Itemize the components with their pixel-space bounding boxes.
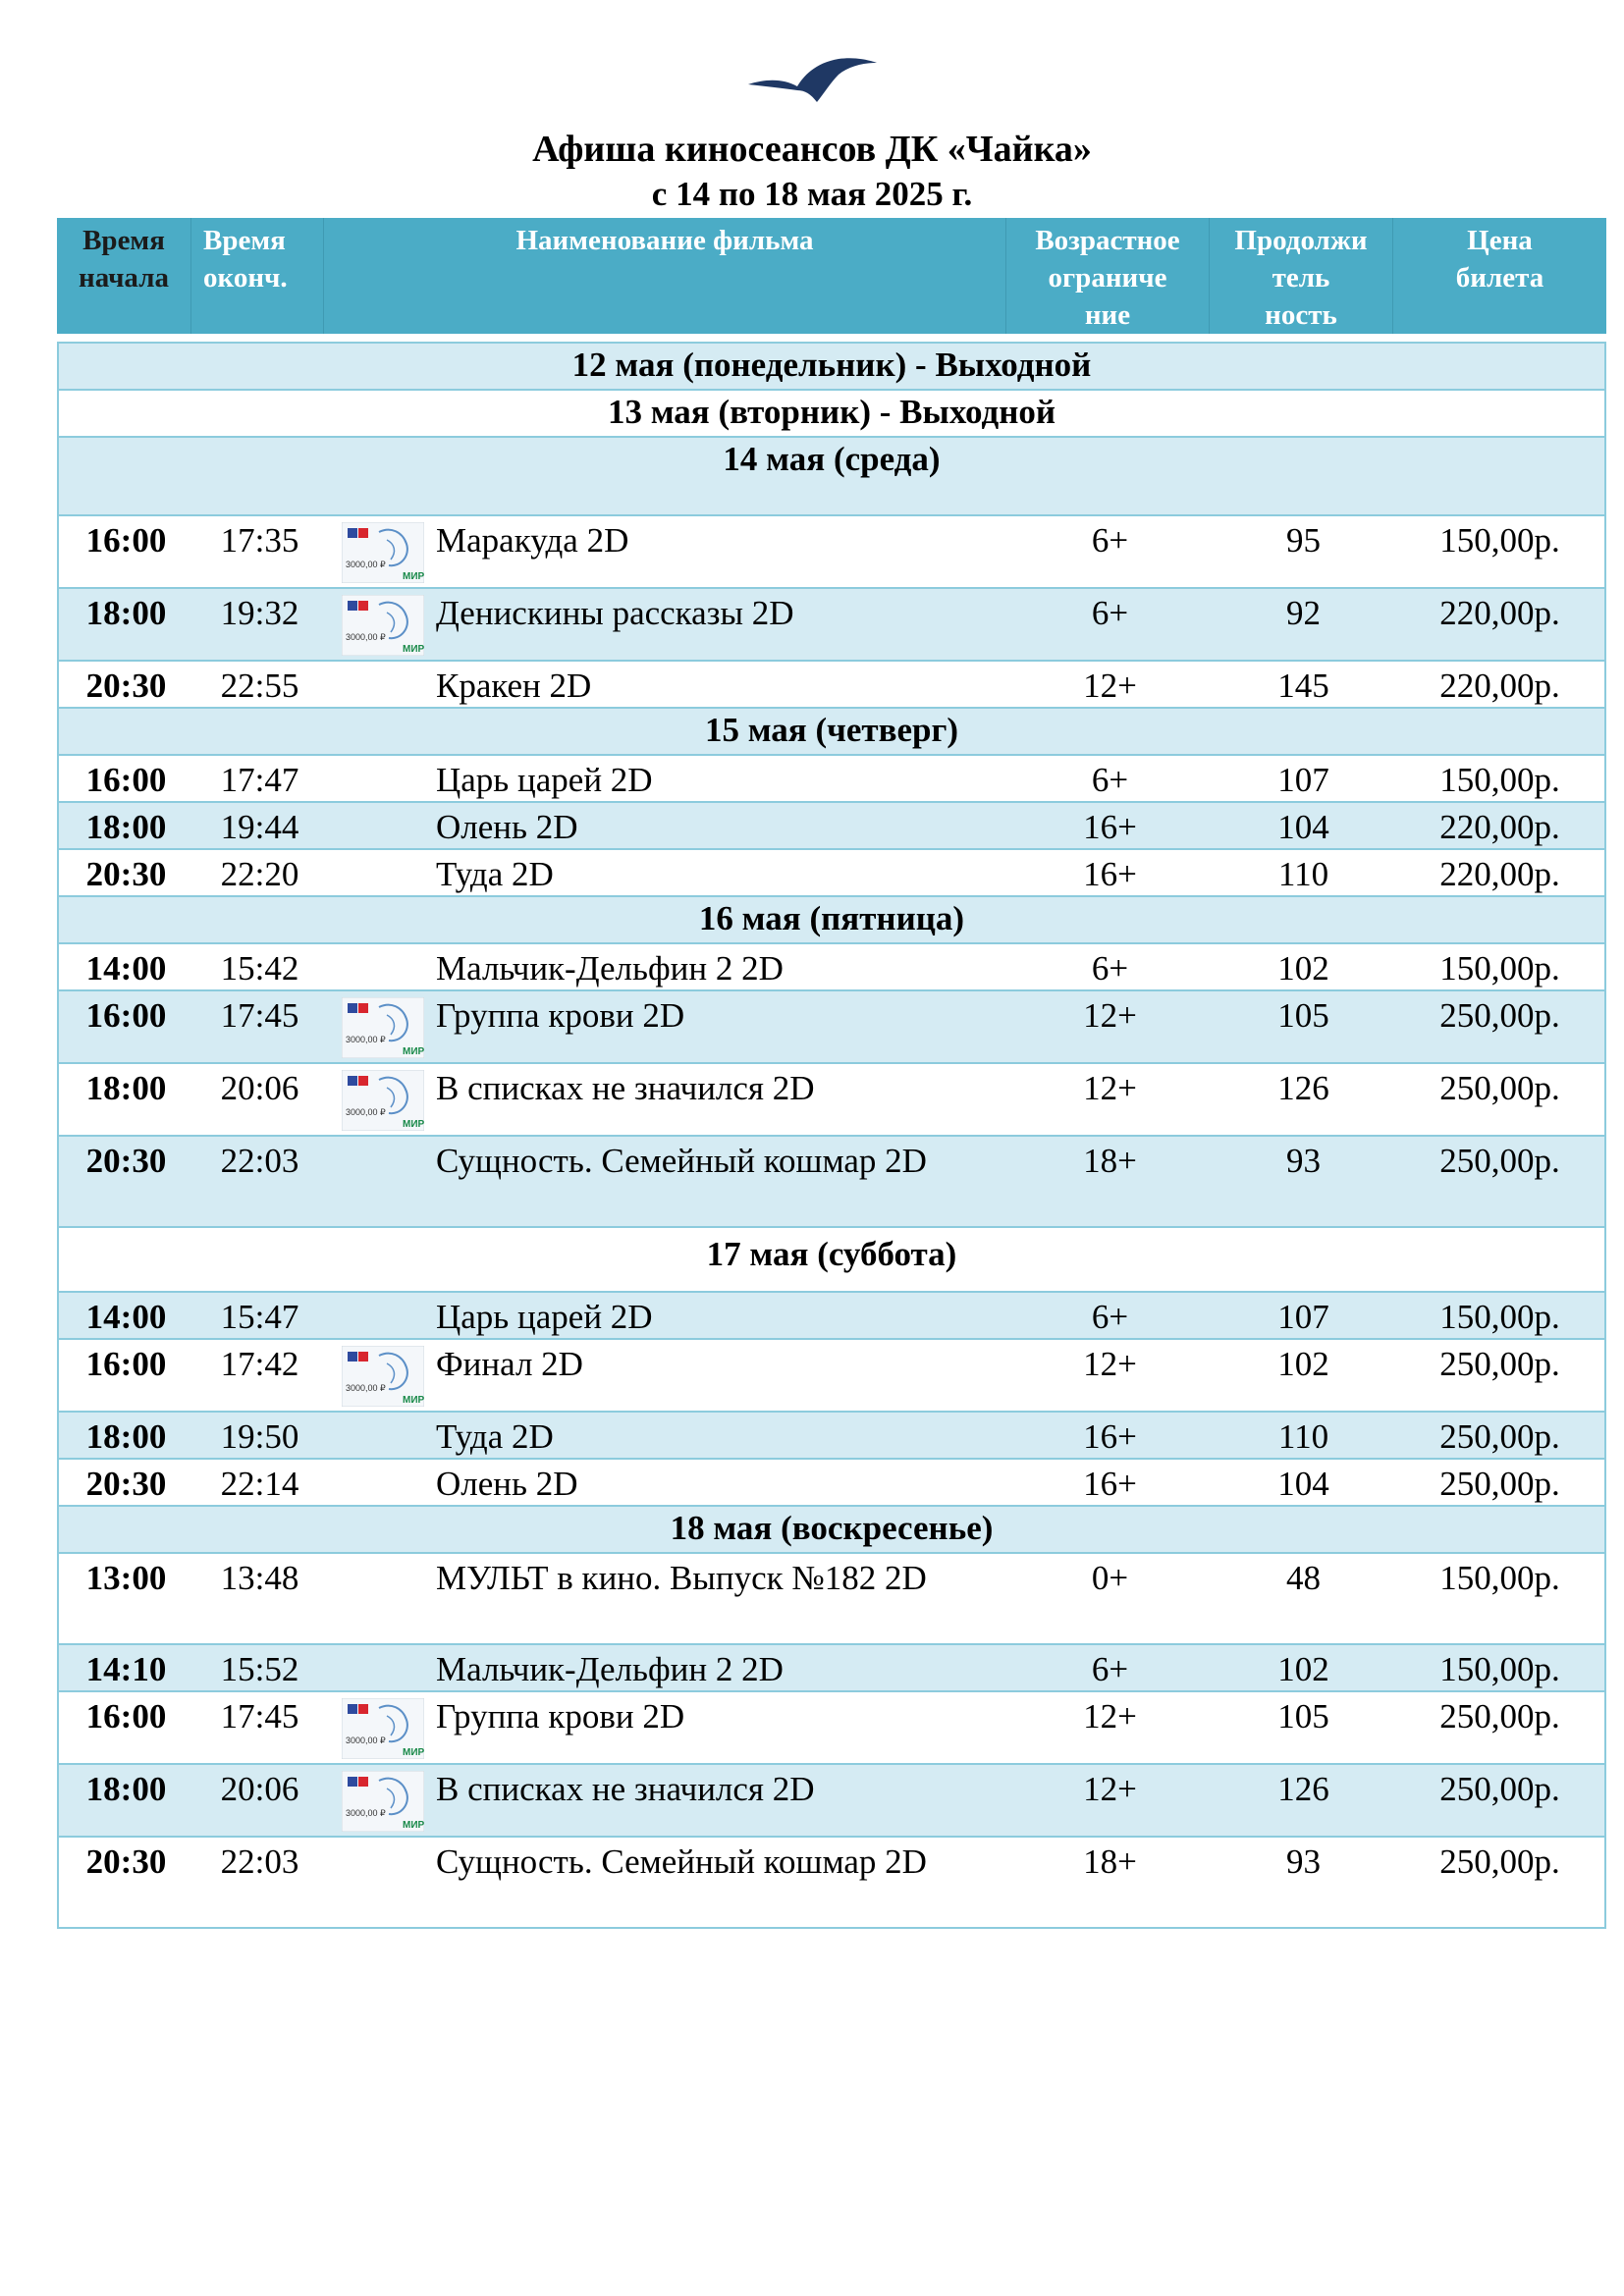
svg-text:МИР: МИР <box>403 644 424 655</box>
end-time: 22:14 <box>220 1465 299 1503</box>
start-time: 16:00 <box>85 761 167 799</box>
svg-text:МИР: МИР <box>403 1395 424 1406</box>
certificate-cell <box>326 1293 436 1338</box>
film-title: Группа крови 2D <box>436 1697 685 1735</box>
day-header: 13 мая (вторник) - Выходной <box>57 391 1606 438</box>
end-time: 15:52 <box>220 1650 299 1688</box>
session-row <box>57 1765 1606 1838</box>
start-time: 20:30 <box>85 855 167 893</box>
ticket-price: 250,00р. <box>1439 1697 1560 1735</box>
svg-text:МИР: МИР <box>403 1820 424 1831</box>
age-rating: 16+ <box>1083 1465 1137 1503</box>
end-time: 17:47 <box>220 761 299 799</box>
duration: 145 <box>1277 667 1329 705</box>
film-title: В списках не значился 2D <box>436 1770 815 1808</box>
ticket-price: 250,00р. <box>1439 996 1560 1035</box>
gift-certificate-icon <box>342 1698 424 1759</box>
start-time: 20:30 <box>85 667 167 705</box>
gift-certificate-icon <box>342 997 424 1058</box>
age-rating: 6+ <box>1091 1650 1129 1688</box>
svg-text:МИР: МИР <box>403 1747 424 1758</box>
ticket-price: 220,00р. <box>1439 855 1560 893</box>
age-rating: 12+ <box>1083 1697 1137 1735</box>
ticket-price: 220,00р. <box>1439 667 1560 705</box>
start-time: 14:00 <box>85 949 167 988</box>
day-header: 12 мая (понедельник) - Выходной <box>57 342 1606 391</box>
ticket-price: 250,00р. <box>1439 1842 1560 1881</box>
certificate-cell <box>326 1413 436 1458</box>
session-row <box>57 1413 1606 1460</box>
duration: 104 <box>1277 808 1329 846</box>
gift-certificate-icon <box>342 595 424 656</box>
film-title: Финал 2D <box>436 1345 583 1383</box>
session-row <box>57 1838 1606 1929</box>
film-title: МУЛЬТ в кино. Выпуск №182 2D <box>436 1559 927 1597</box>
ticket-price: 150,00р. <box>1439 521 1560 560</box>
certificate-cell <box>326 756 436 801</box>
start-time: 16:00 <box>85 1697 167 1735</box>
end-time: 22:03 <box>220 1142 299 1180</box>
session-row <box>57 1645 1606 1692</box>
column-header-duration: Продолжи тель ность <box>1210 218 1393 334</box>
end-time: 22:20 <box>220 855 299 893</box>
end-time: 20:06 <box>220 1770 299 1808</box>
certificate-cell <box>326 1554 436 1643</box>
certificate-cell <box>326 944 436 989</box>
column-header-start: Время начала <box>57 218 191 334</box>
duration: 105 <box>1277 996 1329 1035</box>
start-time: 20:30 <box>85 1142 167 1180</box>
session-row <box>57 1064 1606 1137</box>
film-title: В списках не значился 2D <box>436 1069 815 1107</box>
session-row <box>57 1554 1606 1645</box>
age-rating: 6+ <box>1091 1298 1129 1336</box>
session-row <box>57 516 1606 589</box>
duration: 107 <box>1277 761 1329 799</box>
age-rating: 6+ <box>1091 521 1129 560</box>
session-row <box>57 1692 1606 1765</box>
svg-text:3000,00 ₽: 3000,00 ₽ <box>346 560 386 569</box>
svg-text:3000,00 ₽: 3000,00 ₽ <box>346 1035 386 1044</box>
ticket-price: 250,00р. <box>1439 1465 1560 1503</box>
film-title: Мальчик-Дельфин 2 2D <box>436 949 784 988</box>
svg-text:3000,00 ₽: 3000,00 ₽ <box>346 1383 386 1393</box>
film-title: Царь царей 2D <box>436 761 653 799</box>
svg-text:МИР: МИР <box>403 1119 424 1130</box>
certificate-cell <box>326 1692 436 1763</box>
film-title: Денискины рассказы 2D <box>436 594 794 632</box>
age-rating: 16+ <box>1083 1417 1137 1456</box>
age-rating: 12+ <box>1083 1345 1137 1383</box>
start-time: 16:00 <box>85 1345 167 1383</box>
start-time: 18:00 <box>85 1417 167 1456</box>
start-time: 20:30 <box>85 1842 167 1881</box>
ticket-price: 150,00р. <box>1439 761 1560 799</box>
end-time: 13:48 <box>220 1559 299 1597</box>
age-rating: 6+ <box>1091 949 1129 988</box>
ticket-price: 250,00р. <box>1439 1345 1560 1383</box>
end-time: 19:32 <box>220 594 299 632</box>
session-row <box>57 944 1606 991</box>
certificate-cell <box>326 1064 436 1135</box>
page-title: Афиша киносеансов ДК «Чайка» <box>532 129 1092 170</box>
age-rating: 12+ <box>1083 667 1137 705</box>
svg-text:3000,00 ₽: 3000,00 ₽ <box>346 1107 386 1117</box>
duration: 102 <box>1277 1650 1329 1688</box>
ticket-price: 250,00р. <box>1439 1142 1560 1180</box>
age-rating: 16+ <box>1083 855 1137 893</box>
age-rating: 18+ <box>1083 1142 1137 1180</box>
gift-certificate-icon <box>342 1346 424 1407</box>
svg-text:3000,00 ₽: 3000,00 ₽ <box>346 1735 386 1745</box>
start-time: 18:00 <box>85 1069 167 1107</box>
end-time: 15:47 <box>220 1298 299 1336</box>
start-time: 18:00 <box>85 594 167 632</box>
certificate-cell <box>326 850 436 895</box>
svg-text:МИР: МИР <box>403 1046 424 1057</box>
session-row <box>57 991 1606 1064</box>
session-row <box>57 589 1606 662</box>
duration: 126 <box>1277 1069 1329 1107</box>
age-rating: 12+ <box>1083 1770 1137 1808</box>
age-rating: 12+ <box>1083 996 1137 1035</box>
svg-text:3000,00 ₽: 3000,00 ₽ <box>346 632 386 642</box>
duration: 105 <box>1277 1697 1329 1735</box>
certificate-cell <box>326 1645 436 1690</box>
age-rating: 16+ <box>1083 808 1137 846</box>
film-title: Царь царей 2D <box>436 1298 653 1336</box>
day-header: 17 мая (суббота) <box>57 1228 1606 1293</box>
certificate-cell <box>326 1460 436 1505</box>
end-time: 20:06 <box>220 1069 299 1107</box>
session-row <box>57 662 1606 709</box>
film-title: Мальчик-Дельфин 2 2D <box>436 1650 784 1688</box>
start-time: 13:00 <box>85 1559 167 1597</box>
start-time: 18:00 <box>85 808 167 846</box>
seagull-logo <box>746 55 879 106</box>
age-rating: 12+ <box>1083 1069 1137 1107</box>
session-row <box>57 803 1606 850</box>
certificate-cell <box>326 662 436 707</box>
film-title: Сущность. Семейный кошмар 2D <box>436 1842 927 1881</box>
column-header-price: Цена билета <box>1455 225 1544 294</box>
gift-certificate-icon <box>342 522 424 583</box>
start-time: 18:00 <box>85 1770 167 1808</box>
certificate-cell <box>326 1340 436 1411</box>
end-time: 17:45 <box>220 996 299 1035</box>
duration: 102 <box>1277 949 1329 988</box>
age-rating: 18+ <box>1083 1842 1137 1881</box>
duration: 110 <box>1277 855 1329 893</box>
age-rating: 6+ <box>1091 761 1129 799</box>
page-subtitle: с 14 по 18 мая 2025 г. <box>651 175 973 213</box>
table-body <box>57 342 1606 1929</box>
certificate-cell <box>326 516 436 587</box>
duration: 126 <box>1277 1770 1329 1808</box>
certificate-cell <box>326 1765 436 1836</box>
certificate-cell <box>326 589 436 660</box>
gift-certificate-icon <box>342 1771 424 1832</box>
film-title: Маракуда 2D <box>436 521 629 560</box>
ticket-price: 250,00р. <box>1439 1417 1560 1456</box>
film-title: Кракен 2D <box>436 667 592 705</box>
svg-text:МИР: МИР <box>403 571 424 582</box>
session-row <box>57 1137 1606 1228</box>
film-title: Сущность. Семейный кошмар 2D <box>436 1142 927 1180</box>
gift-certificate-icon <box>342 1070 424 1131</box>
start-time: 14:00 <box>85 1298 167 1336</box>
column-header-age: Возрастное ограниче ние <box>1006 218 1210 334</box>
end-time: 17:35 <box>220 521 299 560</box>
table-header <box>57 218 1606 334</box>
ticket-price: 250,00р. <box>1439 1770 1560 1808</box>
end-time: 22:55 <box>220 667 299 705</box>
duration: 93 <box>1286 1142 1321 1180</box>
day-header: 18 мая (воскресенье) <box>57 1507 1606 1554</box>
column-header-end: Время оконч. <box>191 218 324 334</box>
ticket-price: 220,00р. <box>1439 808 1560 846</box>
certificate-cell <box>326 1838 436 1927</box>
session-row <box>57 1460 1606 1507</box>
end-time: 22:03 <box>220 1842 299 1881</box>
film-title: Туда 2D <box>436 855 554 893</box>
session-row <box>57 1293 1606 1340</box>
end-time: 15:42 <box>220 949 299 988</box>
ticket-price: 150,00р. <box>1439 1650 1560 1688</box>
film-title: Туда 2D <box>436 1417 554 1456</box>
duration: 92 <box>1286 594 1321 632</box>
svg-text:3000,00 ₽: 3000,00 ₽ <box>346 1808 386 1818</box>
ticket-price: 250,00р. <box>1439 1069 1560 1107</box>
start-time: 16:00 <box>85 996 167 1035</box>
day-header: 14 мая (среда) <box>57 438 1606 516</box>
duration: 48 <box>1286 1559 1321 1597</box>
duration: 95 <box>1286 521 1321 560</box>
certificate-cell <box>326 803 436 848</box>
ticket-price: 150,00р. <box>1439 1559 1560 1597</box>
column-header-name: Наименование фильма <box>324 218 1006 334</box>
film-title: Группа крови 2D <box>436 996 685 1035</box>
end-time: 19:50 <box>220 1417 299 1456</box>
duration: 93 <box>1286 1842 1321 1881</box>
start-time: 14:10 <box>85 1650 167 1688</box>
start-time: 20:30 <box>85 1465 167 1503</box>
duration: 107 <box>1277 1298 1329 1336</box>
day-header: 15 мая (четверг) <box>57 709 1606 756</box>
duration: 104 <box>1277 1465 1329 1503</box>
day-header: 16 мая (пятница) <box>57 897 1606 944</box>
ticket-price: 150,00р. <box>1439 1298 1560 1336</box>
end-time: 19:44 <box>220 808 299 846</box>
certificate-cell <box>326 1137 436 1226</box>
film-title: Олень 2D <box>436 1465 578 1503</box>
ticket-price: 150,00р. <box>1439 949 1560 988</box>
duration: 110 <box>1277 1417 1329 1456</box>
age-rating: 0+ <box>1091 1559 1129 1597</box>
session-row <box>57 850 1606 897</box>
end-time: 17:42 <box>220 1345 299 1383</box>
end-time: 17:45 <box>220 1697 299 1735</box>
schedule-table <box>57 218 1606 1929</box>
duration: 102 <box>1277 1345 1329 1383</box>
certificate-cell <box>326 991 436 1062</box>
ticket-price: 220,00р. <box>1439 594 1560 632</box>
session-row <box>57 1340 1606 1413</box>
session-row <box>57 756 1606 803</box>
start-time: 16:00 <box>85 521 167 560</box>
film-title: Олень 2D <box>436 808 578 846</box>
age-rating: 6+ <box>1091 594 1129 632</box>
